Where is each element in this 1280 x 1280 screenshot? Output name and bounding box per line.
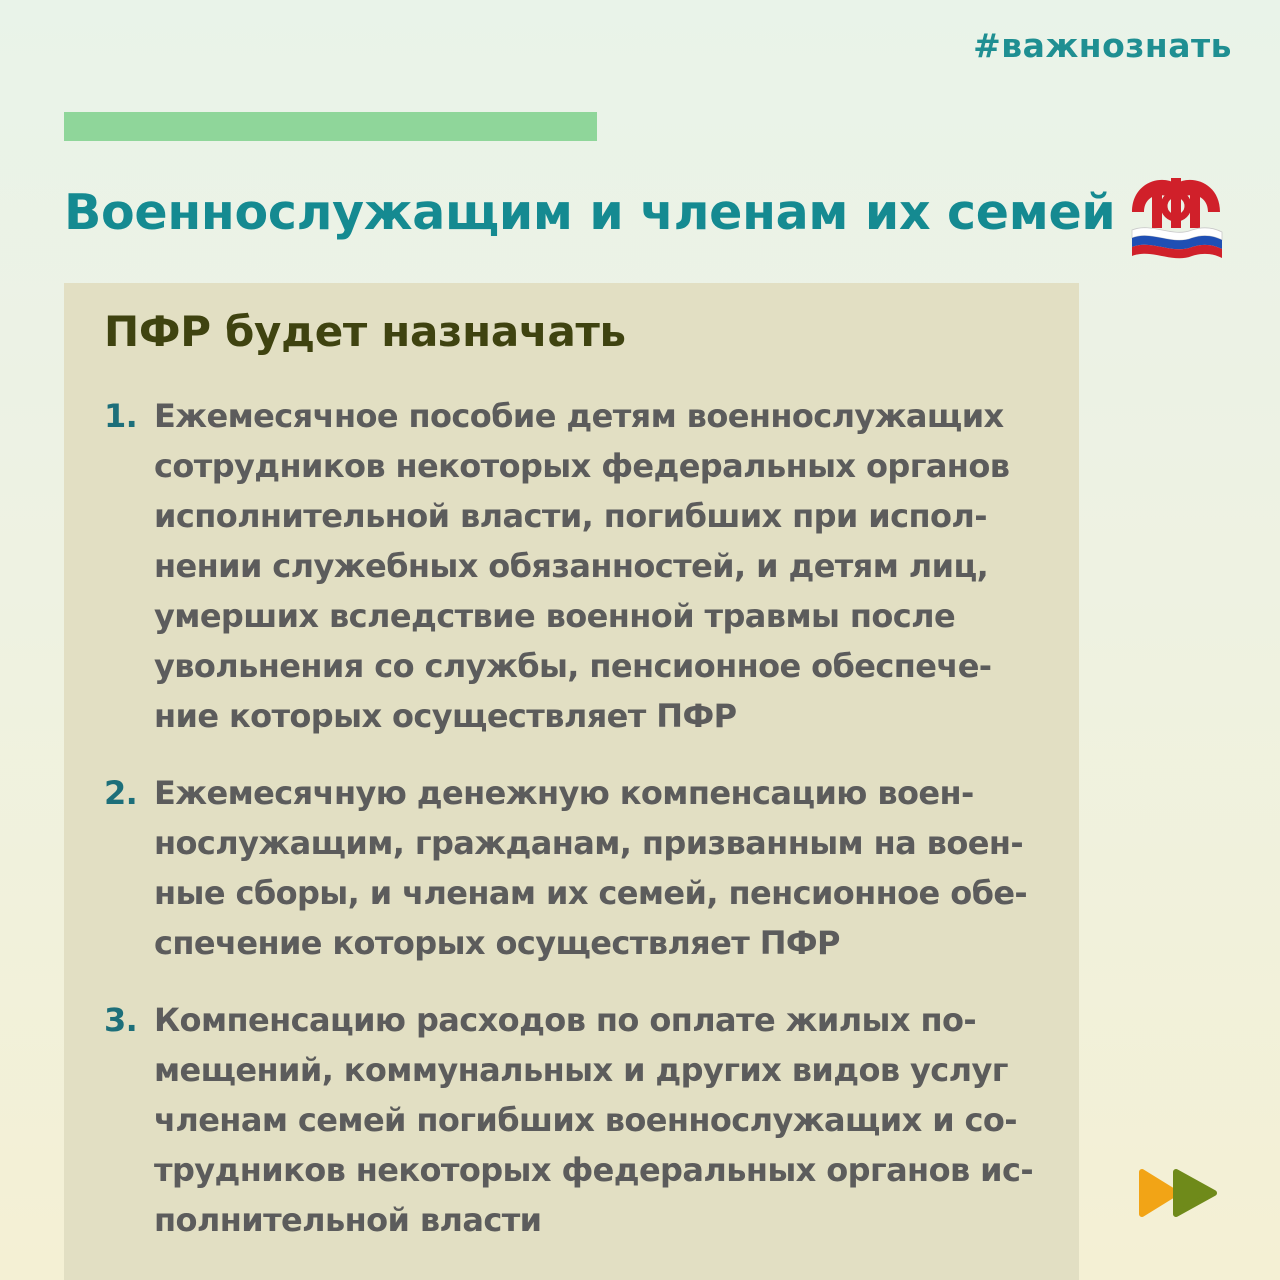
pfr-logo-icon	[1122, 162, 1230, 270]
list-item-line: нослужащим, гражданам, призванным на воен-	[154, 824, 1024, 862]
decorative-bar	[64, 112, 597, 141]
hashtag: #важнознать	[973, 26, 1232, 65]
list-item	[104, 768, 1054, 968]
list-item-line: нении служебных обязанностей, и детям лиц,	[154, 547, 989, 585]
list-item-line: сотрудников некоторых федеральных органов	[154, 447, 1010, 485]
list-item-number: 1.	[104, 397, 138, 435]
list-item-line: ные сборы, и членам их семей, пенсионное обе-	[154, 874, 1028, 912]
list-item-line: увольнения со службы, пенсионное обеспече-	[154, 647, 992, 685]
list-item-line: умерших вследствие военной травмы после	[154, 597, 956, 635]
list-item	[104, 391, 1054, 741]
list-item-line: трудников некоторых федеральных органов ис-	[154, 1151, 1034, 1189]
list-item-line: Ежемесячное пособие детям военнослужащих	[154, 397, 1004, 435]
list-item-line: мещений, коммунальных и других видов услуг	[154, 1051, 1008, 1089]
list-item-line: Ежемесячную денежную компенсацию воен-	[154, 774, 974, 812]
card-heading: ПФР будет назначать	[104, 307, 626, 356]
list-item-line: ние которых осуществляет ПФР	[154, 697, 737, 735]
list-item-number: 3.	[104, 1001, 138, 1039]
info-card	[64, 283, 1079, 1280]
list-item-line: членам семей погибших военнослужащих и со-	[154, 1101, 1017, 1139]
list-item-number: 2.	[104, 774, 138, 812]
list-item-line: полнительной власти	[154, 1201, 542, 1239]
list-item	[104, 995, 1054, 1245]
double-arrow-right-icon[interactable]	[1138, 1166, 1222, 1220]
list-item-line: спечение которых осуществляет ПФР	[154, 924, 840, 962]
page-title: Военнослужащим и членам их семей	[64, 184, 1116, 241]
list-item-line: исполнительной власти, погибших при испол-	[154, 497, 987, 535]
list-item-line: Компенсацию расходов по оплате жилых по-	[154, 1001, 977, 1039]
benefits-list	[104, 391, 1054, 1272]
